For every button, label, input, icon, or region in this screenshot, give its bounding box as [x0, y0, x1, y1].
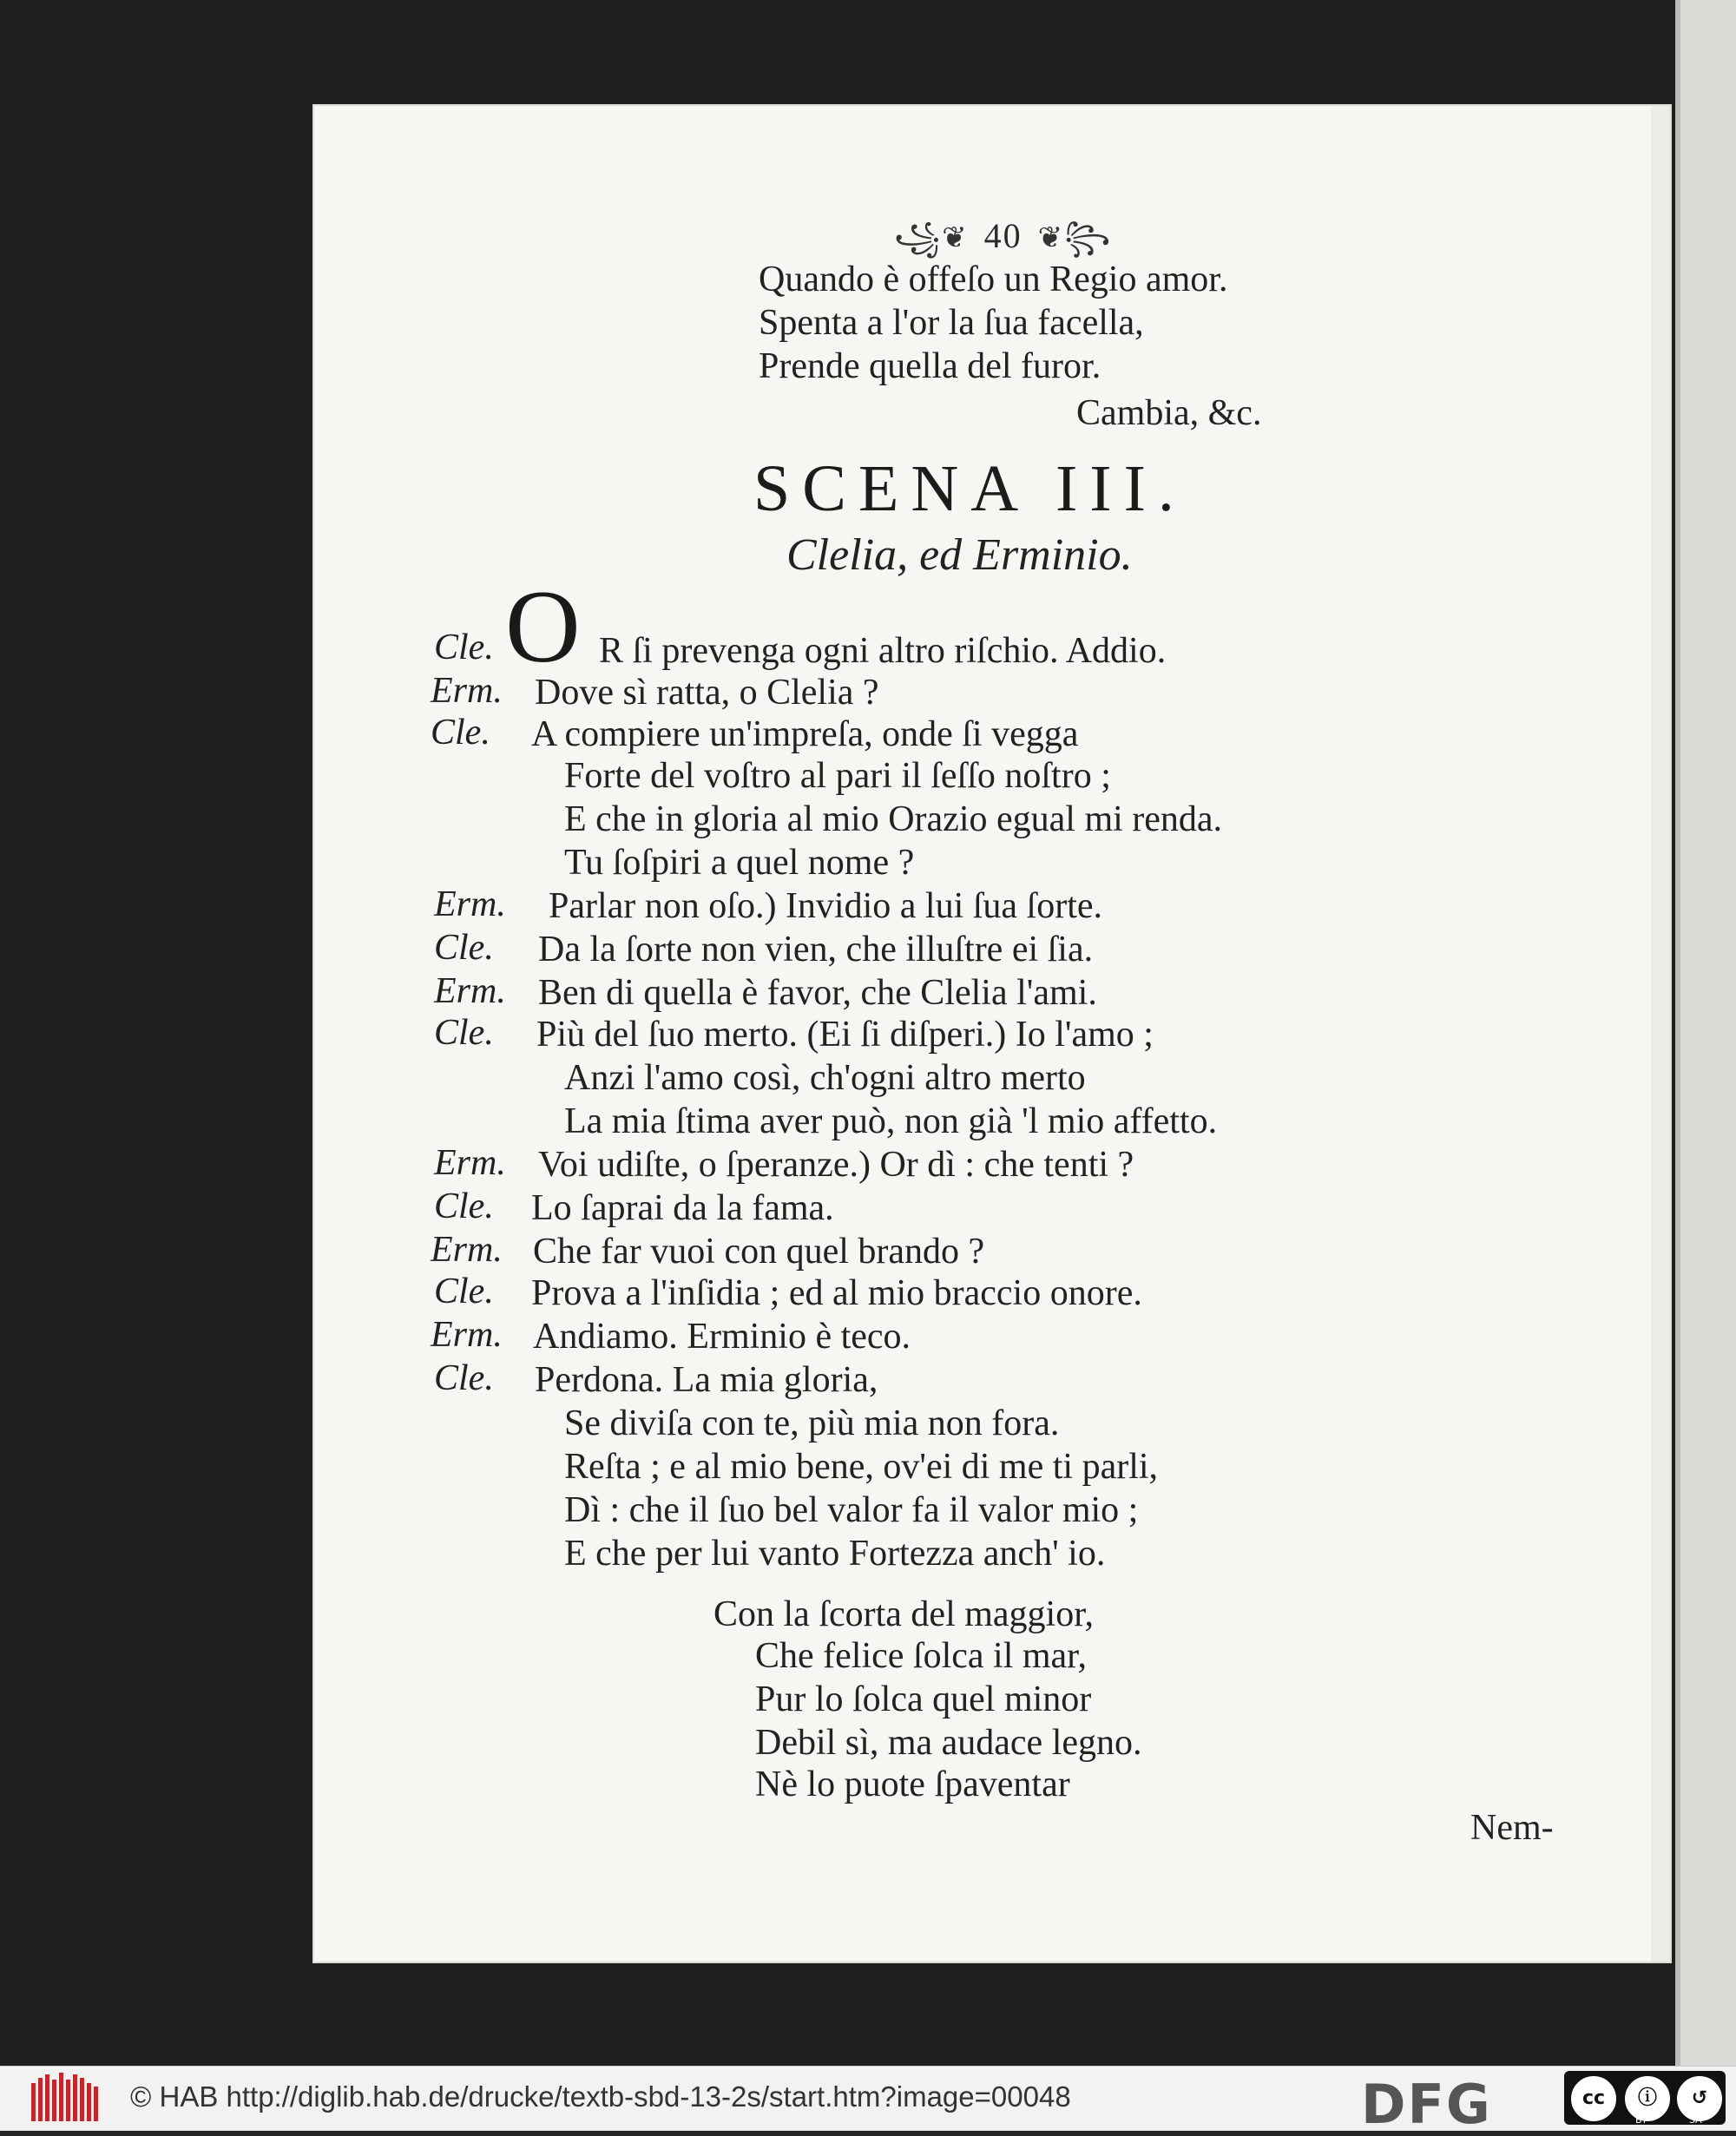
aria-line: Con la ſcorta del maggior, — [713, 1594, 1095, 1634]
cc-icon: cc — [1571, 2076, 1616, 2121]
speaker-label: Cle. — [434, 1272, 494, 1311]
scene-title: SCENA III. — [753, 452, 1187, 525]
speaker-label: Cle. — [434, 1186, 494, 1226]
scene-cast: Clelia, ed Erminio. — [786, 530, 1133, 580]
dialogue-line: Dove sì ratta, o Clelia ? — [535, 673, 879, 713]
speaker-label: Erm. — [431, 1315, 503, 1355]
speaker-label: Erm. — [431, 671, 503, 711]
speaker-label: Cle. — [434, 928, 494, 968]
dialogue-line: Forte del voſtro al pari il ſeſſo noſtro ; — [564, 756, 1111, 796]
dialogue-line: Da la ſorte non vien, che illuſtre ei ſia. — [538, 930, 1094, 969]
aria-line: Debil sì, ma audace legno. — [755, 1723, 1142, 1763]
dialogue-line: Tu ſoſpiri a quel nome ? — [564, 843, 915, 883]
speaker-label: Cle. — [434, 1013, 494, 1053]
dialogue-line: Più del ſuo merto. (Ei ſi diſperi.) Io l'amo ; — [536, 1015, 1154, 1055]
aria-line: Pur lo ſolca quel minor — [755, 1679, 1092, 1719]
dialogue-line: A compiere un'impreſa, onde ſi vegga — [531, 714, 1079, 754]
verse-line: Prende quella del furor. — [759, 346, 1101, 386]
speaker-label: Erm. — [434, 1143, 506, 1183]
share-alike-icon: ↺ — [1677, 2076, 1722, 2121]
page-number: 40 — [983, 216, 1023, 255]
attribution-icon: ⓘ — [1625, 2076, 1670, 2121]
right-ornament-icon: ❦꧂ — [1037, 220, 1113, 255]
dialogue-line: Prova a l'inſidia ; ed al mio braccio onore. — [531, 1273, 1142, 1313]
dialogue-line: R ſi prevenga ogni altro riſchio. Addio. — [599, 631, 1167, 671]
by-label: BY — [1635, 2114, 1647, 2126]
dialogue-line: Parlar non oſo.) Invidio a lui ſua ſorte. — [549, 886, 1103, 926]
dialogue-line: Ben di quella è favor, che Clelia l'ami. — [538, 973, 1097, 1013]
dialogue-line: Se diviſa con te, più mia non fora. — [564, 1403, 1060, 1443]
verse-line: Quando è offeſo un Regio amor. — [759, 260, 1228, 299]
dialogue-line: La mia ſtima aver può, non già 'l mio affetto. — [564, 1101, 1218, 1141]
dialogue-line: E che per lui vanto Fortezza anch' io. — [564, 1534, 1106, 1574]
dialogue-line: E che in gloria al mio Orazio egual mi renda. — [564, 799, 1223, 839]
dfg-logo[interactable]: DFG — [1361, 2073, 1492, 2136]
verse-line: Spenta a l'or la ſua facella, — [759, 303, 1144, 343]
dialogue-line: Perdona. La mia gloria, — [535, 1360, 878, 1400]
sa-label: SA — [1689, 2114, 1702, 2126]
dialogue-line: Andiamo. Erminio è teco. — [533, 1317, 911, 1357]
dialogue-line: Anzi l'amo così, ch'ogni altro merto — [564, 1058, 1086, 1098]
aria-line: Nè lo puote ſpaventar — [755, 1765, 1070, 1804]
speaker-label: Cle. — [434, 1358, 494, 1398]
dialogue-line: Che far vuoi con quel brando ? — [533, 1232, 985, 1272]
speaker-label: Erm. — [431, 1230, 503, 1270]
adjacent-page-edge — [1675, 0, 1736, 2066]
source-link[interactable]: © HAB http://diglib.hab.de/drucke/textb-sbd-13-2s/start.htm?image=00048 — [130, 2080, 1071, 2113]
speaker-label: Cle. — [434, 628, 494, 667]
left-ornament-icon: ꧁❦ — [894, 220, 969, 255]
speaker-label: Erm. — [434, 884, 506, 924]
dialogue-line: Lo ſaprai da la fama. — [531, 1188, 834, 1228]
speaker-label: Cle. — [431, 713, 490, 753]
dialogue-line: Dì : che il ſuo bel valor fa il valor mio ; — [564, 1490, 1139, 1530]
speaker-label: Erm. — [434, 971, 506, 1011]
hab-logo-icon[interactable] — [30, 2071, 104, 2125]
catchword: Nem- — [1470, 1808, 1554, 1848]
cc-license-badge[interactable] — [1564, 2071, 1726, 2125]
drop-cap: O — [505, 569, 581, 684]
dialogue-line: Reſta ; e al mio bene, ov'ei di me ti parli, — [564, 1447, 1159, 1487]
aria-cue: Cambia, &c. — [1076, 393, 1262, 433]
aria-line: Che felice ſolca il mar, — [755, 1636, 1087, 1676]
dialogue-line: Voi udiſte, o ſperanze.) Or dì : che tenti ? — [538, 1145, 1134, 1185]
